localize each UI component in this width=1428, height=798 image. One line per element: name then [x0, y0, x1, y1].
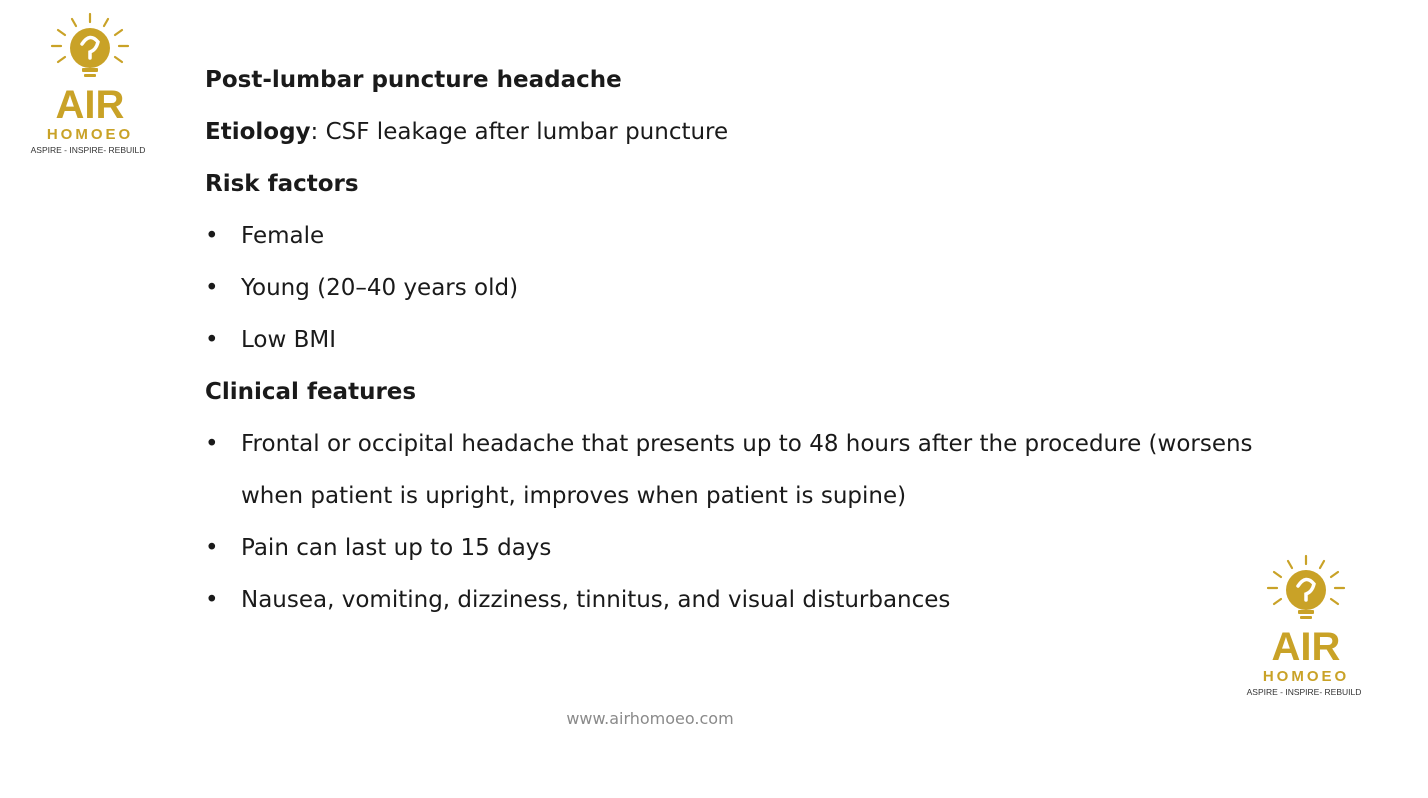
svg-text:ASPIRE - INSPIRE- REBUILD: ASPIRE - INSPIRE- REBUILD	[30, 145, 146, 155]
risk-item-female: Female	[241, 223, 325, 249]
svg-text:ASPIRE - INSPIRE- REBUILD: ASPIRE - INSPIRE- REBUILD	[1246, 687, 1362, 697]
etiology-label: Etiology	[205, 119, 311, 145]
slide-content	[205, 54, 1305, 626]
lightbulb-logo-icon	[30, 10, 150, 160]
clinical-item-headache: Frontal or occipital headache that presents up to 48 hours after the procedure (worsens when patient is upright, improves when patient is supine)	[241, 431, 1253, 509]
bullet-icon: •	[205, 587, 219, 613]
list-item	[205, 574, 1305, 626]
clinical-features-heading: Clinical features	[205, 379, 417, 405]
svg-text:AIR: AIR	[1271, 625, 1341, 669]
svg-text:HOMOEO: HOMOEO	[46, 126, 134, 143]
list-item	[205, 210, 1305, 262]
etiology-line	[205, 106, 1305, 158]
list-item	[205, 522, 1305, 574]
bullet-icon: •	[205, 431, 219, 457]
svg-text:HOMOEO: HOMOEO	[1262, 668, 1350, 685]
risk-factors-heading: Risk factors	[205, 171, 359, 197]
risk-item-young: Young (20–40 years old)	[241, 275, 519, 301]
slide-title: Post-lumbar puncture headache	[205, 67, 622, 93]
bullet-icon: •	[205, 535, 219, 561]
bullet-icon: •	[205, 223, 219, 249]
bullet-icon: •	[205, 327, 219, 353]
svg-text:AIR: AIR	[55, 83, 125, 127]
clinical-item-symptoms: Nausea, vomiting, dizziness, tinnitus, and visual disturbances	[241, 587, 951, 613]
list-item	[205, 314, 1305, 366]
risk-item-low-bmi: Low BMI	[241, 327, 337, 353]
lightbulb-logo-icon	[1246, 552, 1366, 702]
bullet-icon: •	[205, 275, 219, 301]
air-homoeo-logo	[1246, 552, 1366, 702]
air-homoeo-logo	[30, 10, 150, 160]
clinical-item-pain-duration: Pain can last up to 15 days	[241, 535, 552, 561]
etiology-text: : CSF leakage after lumbar puncture	[310, 119, 729, 145]
footer-url: www.airhomoeo.com	[566, 709, 734, 728]
list-item	[205, 262, 1305, 314]
list-item	[205, 418, 1271, 522]
